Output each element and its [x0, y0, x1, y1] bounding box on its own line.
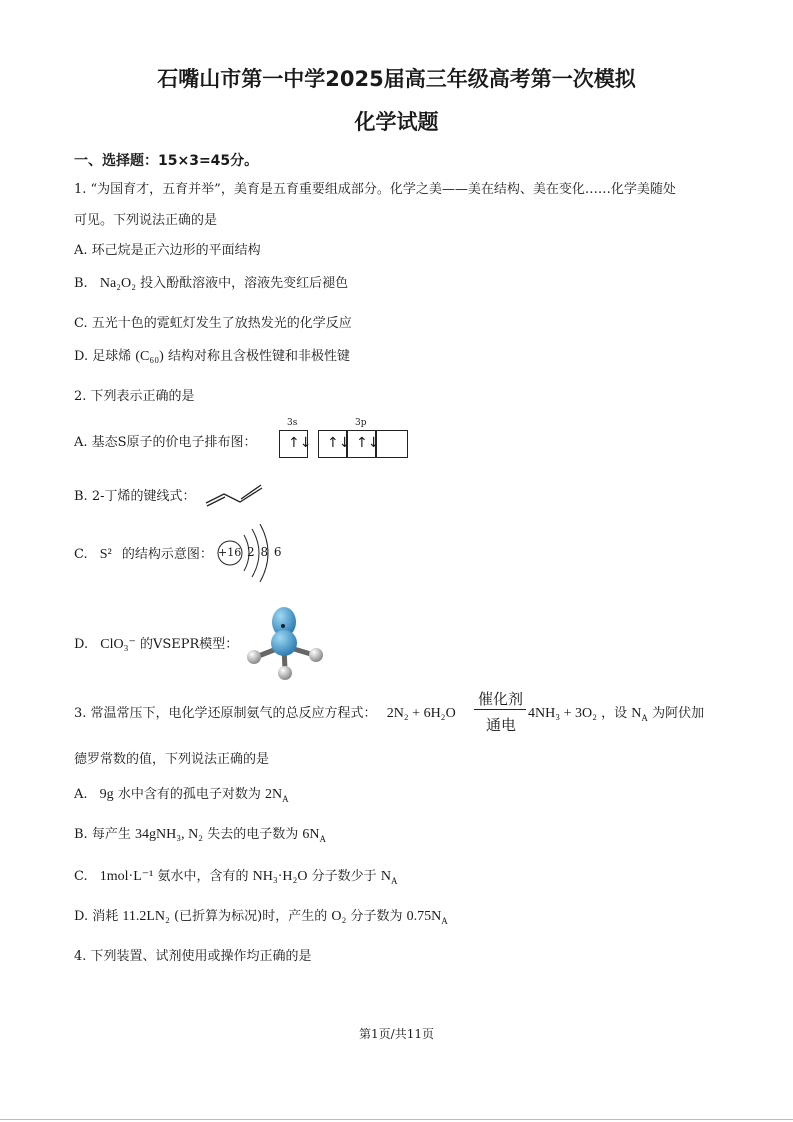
butene-skeletal-formula	[200, 482, 272, 508]
formula: O₂	[331, 909, 347, 924]
q2-option-a: A. 基态S原子的价电子排布图：	[74, 435, 257, 450]
q1-stem-line1: 1. “为国育才，五育并举”，美育是五育重要组成部分。化学之美——美在结构、美在变化……化学美随处	[74, 182, 676, 197]
q2-option-b: B. 2-丁烯的键线式：	[74, 489, 196, 504]
option-text: 结构对称且含极性键和非极性键	[167, 349, 350, 364]
orbital-box-3p-1	[318, 430, 351, 458]
equation-condition-top: 催化剂	[478, 690, 524, 708]
option-text: 水中含有的孤电子对数为	[117, 787, 261, 802]
formula: (C₆₀)	[135, 349, 164, 364]
q1-option-d	[74, 348, 350, 366]
nucleus-charge: +16	[218, 546, 242, 559]
option-text: 的结构示意图：	[121, 547, 213, 562]
orbital-label-3p: 3p	[355, 418, 367, 428]
option-label: A.	[74, 787, 88, 802]
option-label: D.	[74, 637, 89, 652]
q4-stem: 4. 下列装置、试剂使用或操作均正确的是	[74, 949, 312, 964]
q2-option-c	[74, 546, 213, 564]
q3-stem-line2: 德罗常数的值，下列说法正确的是	[74, 752, 270, 767]
option-label: B.	[74, 276, 88, 291]
paper-subtitle: 化学试题	[354, 110, 439, 134]
paper-title: 石嘴山市第一中学2025届高三年级高考第一次模拟	[157, 67, 636, 91]
q2-stem: 2. 下列表示正确的是	[74, 389, 195, 404]
option-text: 分子数为	[350, 909, 403, 924]
formula: Na₂O₂	[99, 276, 137, 291]
q1-option-c: C. 五光十色的霓虹灯发生了放热发光的化学反应	[74, 316, 352, 331]
formula: 11.2LN₂	[122, 909, 170, 924]
orbital-label-3s: 3s	[287, 418, 298, 428]
formula: 34gNH₃, N₂	[134, 827, 204, 842]
paired-electrons-icon: ↑↓	[288, 435, 312, 451]
equation-arrow-line	[474, 709, 526, 710]
page-footer: 第1页/共11页	[359, 1027, 434, 1041]
q1-option-a: A. 环己烷是正六边形的平面结构	[74, 243, 261, 258]
equation-left: 2N₂ + 6H₂O	[386, 706, 456, 721]
section-heading: 一、选择题：15×3=45分。	[74, 153, 259, 169]
q3-stem-line1	[74, 705, 456, 723]
value: $0.75N_A$	[406, 909, 448, 926]
option-text: 投入酚酞溶液中，溶液先变红后褪色	[140, 276, 349, 291]
option-label: B. 每产生	[74, 827, 131, 842]
q3-option-c	[74, 868, 397, 890]
formula: 1mol·L⁻¹	[99, 869, 154, 884]
value: $6N_A$	[302, 827, 326, 844]
q1-option-b	[74, 275, 348, 293]
option-label: C.	[74, 547, 88, 562]
paired-electrons-icon: ↑↓	[327, 435, 351, 451]
formula: NH₃·H₂O	[252, 869, 308, 884]
paired-electrons-icon: ↑↓	[356, 435, 380, 451]
stem-text: 为阿伏加	[652, 706, 705, 721]
formula: 9g	[99, 787, 114, 802]
option-text: 的VSEPR模型：	[139, 637, 239, 652]
option-text: 分子数少于	[311, 869, 377, 884]
ion-formula: ClO₃⁻	[100, 637, 136, 652]
equation-condition-bottom: 通电	[486, 716, 517, 734]
orbital-box-3p-2	[347, 430, 380, 458]
ion-formula: S²	[99, 547, 112, 562]
q3-option-d	[74, 908, 448, 930]
orbital-box-3s	[279, 430, 312, 458]
option-text: 氨水中，含有的	[157, 869, 249, 884]
vsepr-model-3d	[240, 604, 330, 682]
q2-option-d	[74, 636, 238, 654]
equation-right: 4NH₃ + 3O₂	[528, 706, 597, 721]
q1-stem-line2: 可见。下列说法正确的是	[74, 213, 218, 228]
q3-stem-line1-cont	[528, 705, 704, 727]
stem-text: ，设	[601, 706, 628, 721]
value: $2N_A$	[264, 787, 289, 804]
option-label: C.	[74, 869, 88, 884]
option-label: D. 足球烯	[74, 349, 132, 364]
page-bottom-rule	[0, 1119, 793, 1120]
q3-option-a	[74, 786, 289, 808]
electron-shells: 2 8 6	[247, 545, 282, 559]
value: $N_A$	[380, 869, 398, 886]
option-text: (已折算为标况)时，产生的	[174, 909, 328, 924]
option-text: 失去的电子数为	[207, 827, 299, 842]
stem-text: 3. 常温常压下，电化学还原制氨气的总反应方程式：	[74, 706, 377, 721]
orbital-box-3p-3	[376, 430, 408, 458]
option-label: D. 消耗	[74, 909, 119, 924]
q3-option-b	[74, 826, 326, 848]
avogadro-symbol: $N_A$	[631, 706, 648, 723]
